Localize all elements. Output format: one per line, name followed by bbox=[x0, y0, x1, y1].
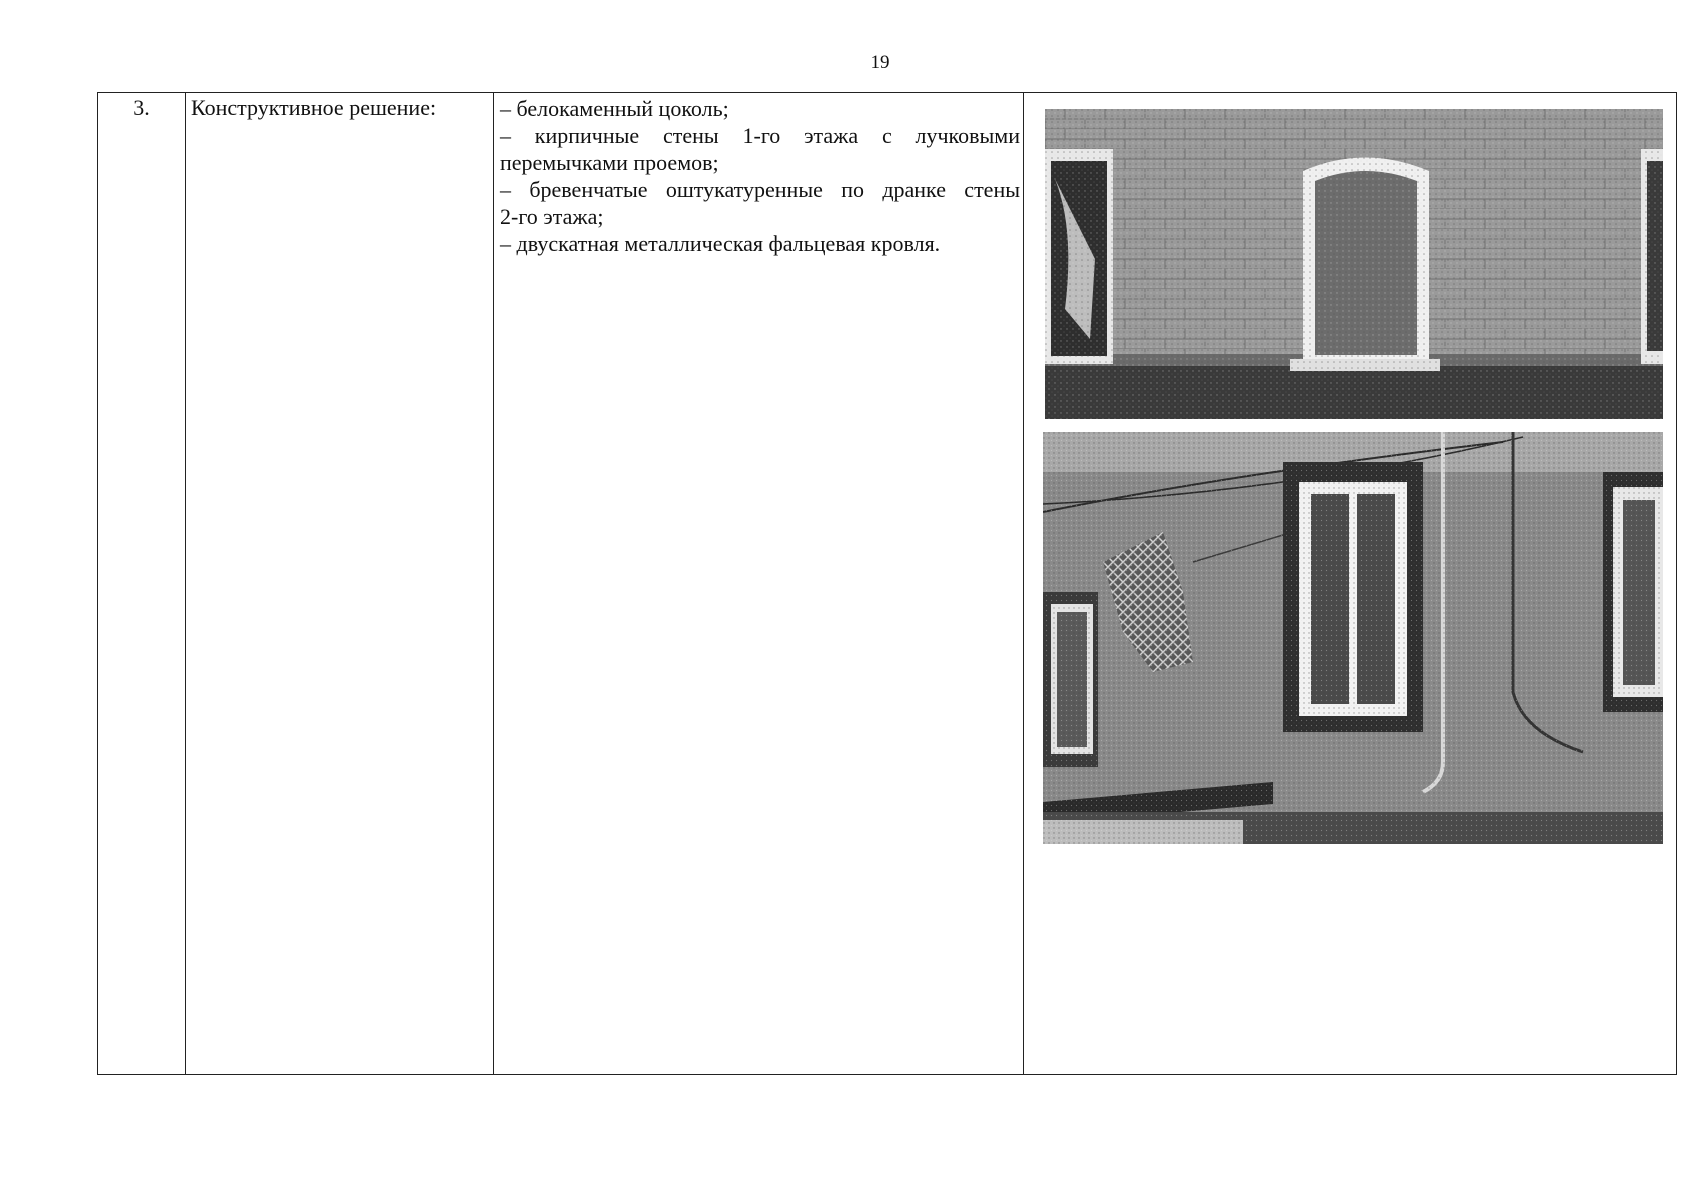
photo-image-icon bbox=[1045, 109, 1663, 419]
photo-brick-wall-window bbox=[1045, 109, 1663, 419]
page-number: 19 bbox=[870, 52, 890, 73]
column-divider bbox=[1023, 93, 1024, 1074]
column-divider bbox=[493, 93, 494, 1074]
description-line: перемычками проемов; bbox=[500, 150, 719, 175]
photo-image-icon bbox=[1043, 432, 1663, 844]
row-number: 3. bbox=[133, 95, 150, 120]
description-line: – белокаменный цоколь; bbox=[500, 96, 729, 121]
description-line: 2-го этажа; bbox=[500, 204, 604, 229]
description-line: – бревенчатые оштукатуренные по дранке стены bbox=[500, 177, 1020, 202]
photo-plastered-wall-damage bbox=[1043, 432, 1663, 844]
description-line: – двускатная металлическая фальцевая кровля. bbox=[500, 231, 941, 256]
description-line: – кирпичные стены 1-го этажа с лучковыми bbox=[500, 123, 1020, 148]
column-divider bbox=[185, 93, 186, 1074]
row-label: Конструктивное решение: bbox=[191, 95, 437, 120]
document-table bbox=[97, 92, 1677, 1075]
row-description bbox=[500, 95, 1020, 257]
